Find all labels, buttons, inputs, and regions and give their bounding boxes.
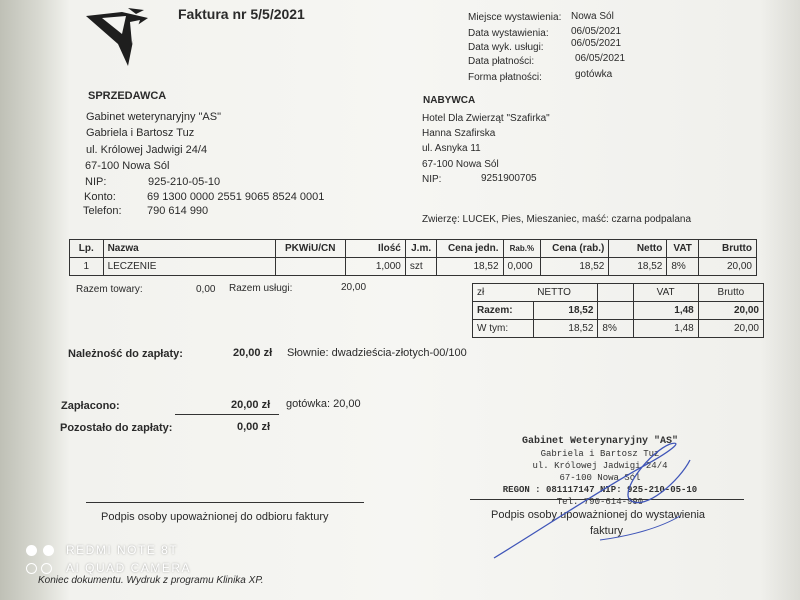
seller-name: Gabinet weterynaryjny "AS" bbox=[86, 111, 221, 123]
stamp-line-1: Gabinet Weterynaryjny "AS" bbox=[521, 436, 679, 447]
summary-wtym-row bbox=[473, 320, 764, 338]
row-lp: 1 bbox=[70, 258, 104, 276]
items-table-header bbox=[70, 240, 757, 258]
summary-wtym-label: W tym: bbox=[473, 320, 534, 338]
summary-razem-vat: 1,48 bbox=[633, 302, 698, 320]
services-total-value: 20,00 bbox=[341, 282, 367, 293]
col-ilosc: Ilość bbox=[345, 240, 405, 258]
row-ilosc: 1,000 bbox=[345, 258, 405, 276]
seller-telefon: 790 614 990 bbox=[147, 205, 209, 217]
summary-table bbox=[472, 283, 764, 338]
buyer-nip: 9251900705 bbox=[481, 173, 537, 184]
seller-person: Gabriela i Bartosz Tuz bbox=[86, 127, 195, 139]
col-pkwiu: PKWiU/CN bbox=[275, 240, 345, 258]
invoice-title: Faktura nr 5/5/2021 bbox=[178, 6, 305, 22]
col-vat: VAT bbox=[667, 240, 699, 258]
summary-wtym-vat: 1,48 bbox=[633, 320, 698, 338]
stamp-line-5: REGON : 081117147 NIP: 925-210-05-10 bbox=[502, 485, 698, 495]
stamp-line-3: ul. Królowej Jadwigi 24/4 bbox=[532, 461, 668, 471]
stamp-line-4: 67-100 Nowa Sól bbox=[559, 473, 641, 483]
handwritten-signature bbox=[480, 420, 700, 570]
summary-wtym-brutto: 20,00 bbox=[698, 320, 763, 338]
seller-nip: 925-210-05-10 bbox=[148, 176, 221, 188]
meta-place-value: Nowa Sól bbox=[571, 11, 614, 22]
table-row bbox=[70, 258, 757, 276]
animal-line: Zwierzę: LUCEK, Pies, Mieszaniec, maść: czarna podpalana bbox=[422, 214, 692, 225]
services-total-label: Razem usługi: bbox=[229, 283, 293, 294]
goods-total-value: 0,00 bbox=[196, 284, 216, 295]
amount-due-label: Należność do zapłaty: bbox=[68, 348, 183, 360]
buyer-city: 67-100 Nowa Sól bbox=[422, 159, 499, 170]
stamp-line-6: Tel. 790-614-990 bbox=[556, 497, 644, 507]
camera-watermark-line1: REDMI NOTE 8T bbox=[66, 543, 179, 557]
row-pkwiu bbox=[275, 258, 345, 276]
seller-nip-label: NIP: bbox=[85, 176, 107, 188]
meta-payment-method-value: gotówka bbox=[575, 69, 613, 80]
meta-payment-date-value: 06/05/2021 bbox=[575, 53, 626, 64]
row-vat: 8% bbox=[667, 258, 699, 276]
summary-currency: zł bbox=[473, 284, 534, 302]
col-jm: J.m. bbox=[405, 240, 437, 258]
amount-due-value: 20,00 zł bbox=[233, 347, 273, 359]
signature-left-caption: Podpis osoby upoważnionej do odbioru faktury bbox=[101, 511, 329, 523]
paid-cash: gotówka: 20,00 bbox=[286, 398, 361, 410]
col-rabat: Rab.% bbox=[503, 240, 541, 258]
summary-razem-rate bbox=[598, 302, 633, 320]
summary-brutto-header: Brutto bbox=[698, 284, 763, 302]
buyer-person: Hanna Szafirska bbox=[422, 128, 496, 139]
camera-lens-icon bbox=[26, 561, 52, 579]
signature-right-caption-1: Podpis osoby upoważnionej do wystawienia bbox=[491, 509, 706, 521]
summary-netto-header: NETTO bbox=[533, 284, 598, 302]
row-netto: 18,52 bbox=[609, 258, 667, 276]
summary-wtym-rate: 8% bbox=[598, 320, 633, 338]
meta-service-date-label: Data wyk. usługi: bbox=[468, 42, 544, 53]
seller-konto: 69 1300 0000 2551 9065 8524 0001 bbox=[147, 191, 325, 203]
seller-city: 67-100 Nowa Sól bbox=[85, 160, 170, 172]
bird-logo-icon bbox=[82, 4, 162, 68]
row-rabat: 0,000 bbox=[503, 258, 541, 276]
seller-konto-label: Konto: bbox=[84, 191, 116, 203]
stamp-line-2: Gabriela i Bartosz Tuz bbox=[540, 449, 660, 459]
summary-wtym-netto: 18,52 bbox=[533, 320, 598, 338]
col-brutto: Brutto bbox=[698, 240, 756, 258]
buyer-heading: NABYWCA bbox=[423, 95, 476, 106]
camera-logo-icon bbox=[26, 543, 54, 561]
row-cena-rab: 18,52 bbox=[541, 258, 609, 276]
meta-service-date-value: 06/05/2021 bbox=[571, 38, 622, 49]
summary-razem-netto: 18,52 bbox=[533, 302, 598, 320]
col-lp: Lp. bbox=[70, 240, 104, 258]
remaining-label: Pozostało do zapłaty: bbox=[60, 422, 173, 434]
seller-telefon-label: Telefon: bbox=[83, 205, 122, 217]
goods-total-label: Razem towary: bbox=[76, 284, 143, 295]
row-brutto: 20,00 bbox=[698, 258, 756, 276]
buyer-nip-label: NIP: bbox=[422, 174, 442, 185]
paid-value: 20,00 zł bbox=[231, 399, 271, 411]
summary-razem-label: Razem: bbox=[473, 302, 534, 320]
items-table bbox=[69, 239, 757, 276]
buyer-name: Hotel Dla Zwierząt "Szafirka" bbox=[422, 113, 550, 124]
row-nazwa: LECZENIE bbox=[103, 258, 275, 276]
col-netto: Netto bbox=[609, 240, 667, 258]
row-jm: szt bbox=[405, 258, 437, 276]
paid-underline bbox=[175, 414, 279, 415]
seller-heading: SPRZEDAWCA bbox=[88, 90, 167, 102]
summary-rate-header bbox=[598, 284, 633, 302]
col-cena-jedn: Cena jedn. bbox=[437, 240, 503, 258]
meta-issue-date-label: Data wystawienia: bbox=[468, 28, 549, 39]
summary-razem-row bbox=[473, 302, 764, 320]
summary-razem-brutto: 20,00 bbox=[698, 302, 763, 320]
summary-header bbox=[473, 284, 764, 302]
meta-issue-date-value: 06/05/2021 bbox=[571, 26, 622, 37]
col-cena-rab: Cena (rab.) bbox=[541, 240, 609, 258]
buyer-street: ul. Asnyka 11 bbox=[422, 143, 481, 154]
col-nazwa: Nazwa bbox=[103, 240, 275, 258]
amount-in-words: Słownie: dwadzieścia-złotych-00/100 bbox=[287, 347, 467, 359]
document-footer: Koniec dokumentu. Wydruk z programu Klinika XP. bbox=[38, 575, 264, 586]
seller-street: ul. Królowej Jadwigi 24/4 bbox=[86, 144, 208, 156]
signature-right-caption-2: faktury bbox=[590, 525, 624, 537]
remaining-value: 0,00 zł bbox=[237, 421, 271, 433]
meta-payment-method-label: Forma płatności: bbox=[468, 72, 542, 83]
meta-payment-date-label: Data płatności: bbox=[468, 56, 535, 67]
row-cena-jedn: 18,52 bbox=[437, 258, 503, 276]
meta-place-label: Miejsce wystawienia: bbox=[468, 12, 562, 23]
summary-vat-header: VAT bbox=[633, 284, 698, 302]
signature-line-left bbox=[86, 502, 364, 503]
camera-watermark-line2: AI QUAD CAMERA bbox=[66, 561, 192, 575]
paid-label: Zapłacono: bbox=[61, 400, 120, 412]
